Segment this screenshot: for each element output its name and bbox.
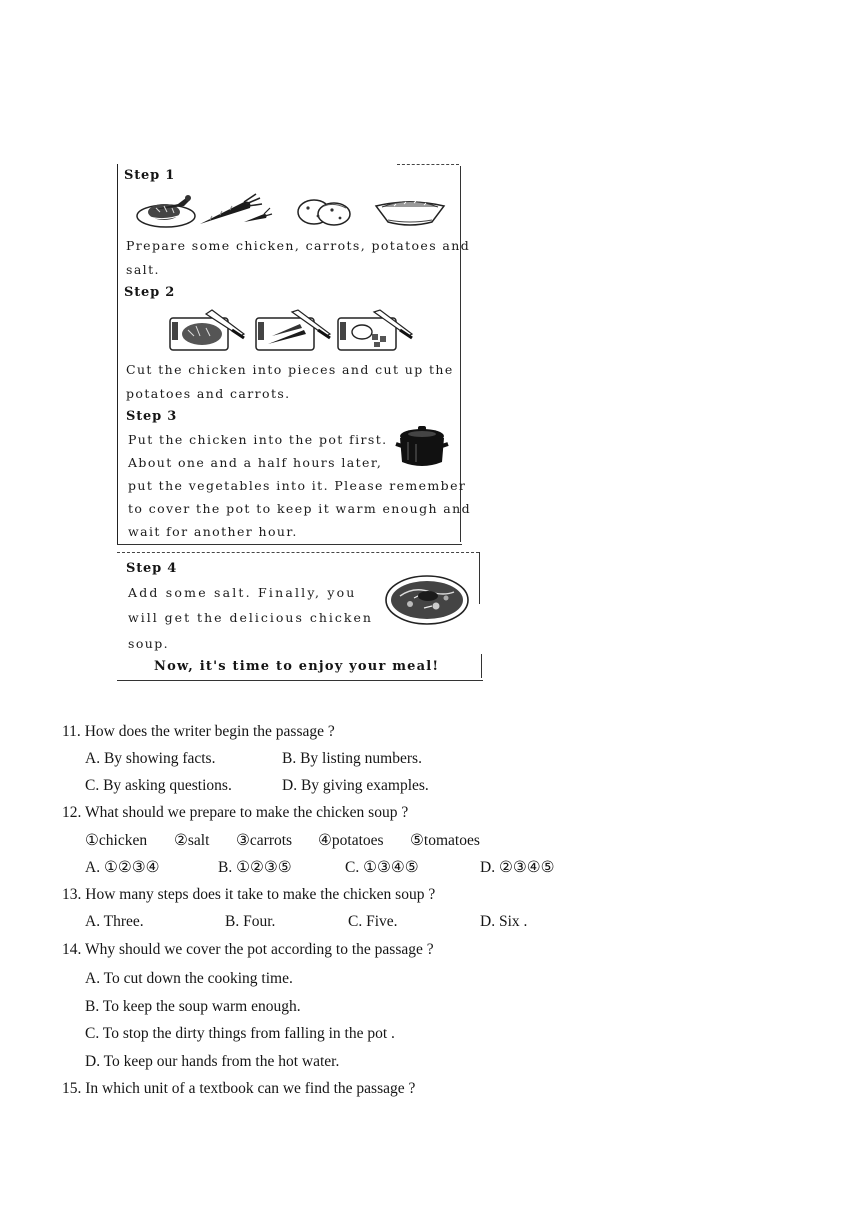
cutting-chicken-icon [166, 306, 246, 354]
question-number: 13. [62, 886, 82, 903]
option-d[interactable]: D. Six . [480, 913, 528, 930]
question-13 [62, 886, 435, 904]
question-text: How many steps does it take to make the chicken soup ? [85, 886, 436, 903]
potatoes-icon [296, 196, 354, 228]
step4-heading: Step 4 [126, 561, 178, 576]
carrots-icon [198, 192, 274, 228]
soup-bowl-icon [384, 574, 470, 628]
frame-border [117, 552, 479, 553]
question-text: What should we prepare to make the chicken soup ? [84, 804, 409, 821]
step1-heading: Step 1 [124, 168, 176, 183]
closing-line: Now, it's time to enjoy your meal! [154, 659, 440, 674]
question-14 [62, 941, 434, 959]
option-b[interactable]: B. Four. [225, 913, 276, 930]
option-b[interactable]: B. ①②③⑤ [218, 859, 292, 876]
step3-heading: Step 3 [126, 409, 178, 424]
question-text: In which unit of a textbook can we find the passage ? [85, 1080, 416, 1097]
item-tomatoes: ⑤tomatoes [410, 832, 480, 849]
frame-border [117, 544, 462, 545]
option-a[interactable]: A. ①②③④ [85, 859, 160, 876]
frame-border [117, 164, 118, 544]
frame-border [117, 680, 483, 681]
option-d[interactable]: D. To keep our hands from the hot water. [85, 1053, 340, 1070]
step3-text-line: About one and a half hours later, [128, 455, 383, 470]
question-11 [62, 723, 335, 741]
question-number: 11. [62, 723, 81, 740]
step3-text-line: Put the chicken into the pot first. [128, 432, 388, 447]
option-c[interactable]: C. By asking questions. [85, 777, 232, 794]
option-a[interactable]: A. Three. [85, 913, 144, 930]
option-c[interactable]: C. Five. [348, 913, 398, 930]
item-chicken: ①chicken [85, 832, 148, 849]
option-c[interactable]: C. ①③④⑤ [345, 859, 419, 876]
option-d[interactable]: D. By giving examples. [282, 777, 429, 794]
question-number: 15. [62, 1080, 82, 1097]
step1-text-line: salt. [126, 262, 160, 277]
step2-text-line: potatoes and carrots. [126, 386, 291, 401]
option-c[interactable]: C. To stop the dirty things from falling in the pot . [85, 1025, 395, 1042]
option-a[interactable]: A. To cut down the cooking time. [85, 970, 293, 987]
frame-border [481, 654, 482, 678]
chicken-plate-icon [134, 190, 198, 230]
step1-text-line: Prepare some chicken, carrots, potatoes and [126, 238, 471, 253]
step4-text-line: Add some salt. Finally, you [128, 585, 357, 600]
question-text: How does the writer begin the passage ? [84, 723, 335, 740]
step2-heading: Step 2 [124, 285, 176, 300]
option-b[interactable]: B. To keep the soup warm enough. [85, 998, 301, 1015]
step3-text-line: put the vegetables into it. Please remember [128, 478, 467, 493]
question-15 [62, 1080, 415, 1098]
step2-text-line: Cut the chicken into pieces and cut up the [126, 362, 454, 377]
cutting-potatoes-icon [334, 306, 414, 354]
question-number: 12. [62, 804, 82, 821]
cutting-carrots-icon [252, 306, 332, 354]
step3-text-line: wait for another hour. [128, 524, 298, 539]
question-number: 14. [62, 941, 82, 958]
item-potatoes: ④potatoes [318, 832, 384, 849]
step4-text-line: will get the delicious chicken [128, 610, 373, 625]
question-text: Why should we cover the pot according to the passage ? [84, 941, 434, 958]
frame-border [479, 552, 480, 604]
item-salt: ②salt [174, 832, 210, 849]
item-carrots: ③carrots [236, 832, 293, 849]
frame-border [397, 164, 459, 165]
option-b[interactable]: B. By listing numbers. [282, 750, 422, 767]
pot-icon [394, 424, 454, 472]
option-a[interactable]: A. By showing facts. [85, 750, 216, 767]
step4-text-line: soup. [128, 636, 169, 651]
step3-text-line: to cover the pot to keep it warm enough and [128, 501, 471, 516]
question-12 [62, 804, 408, 822]
option-d[interactable]: D. ②③④⑤ [480, 859, 555, 876]
salt-bowl-icon [374, 194, 446, 228]
